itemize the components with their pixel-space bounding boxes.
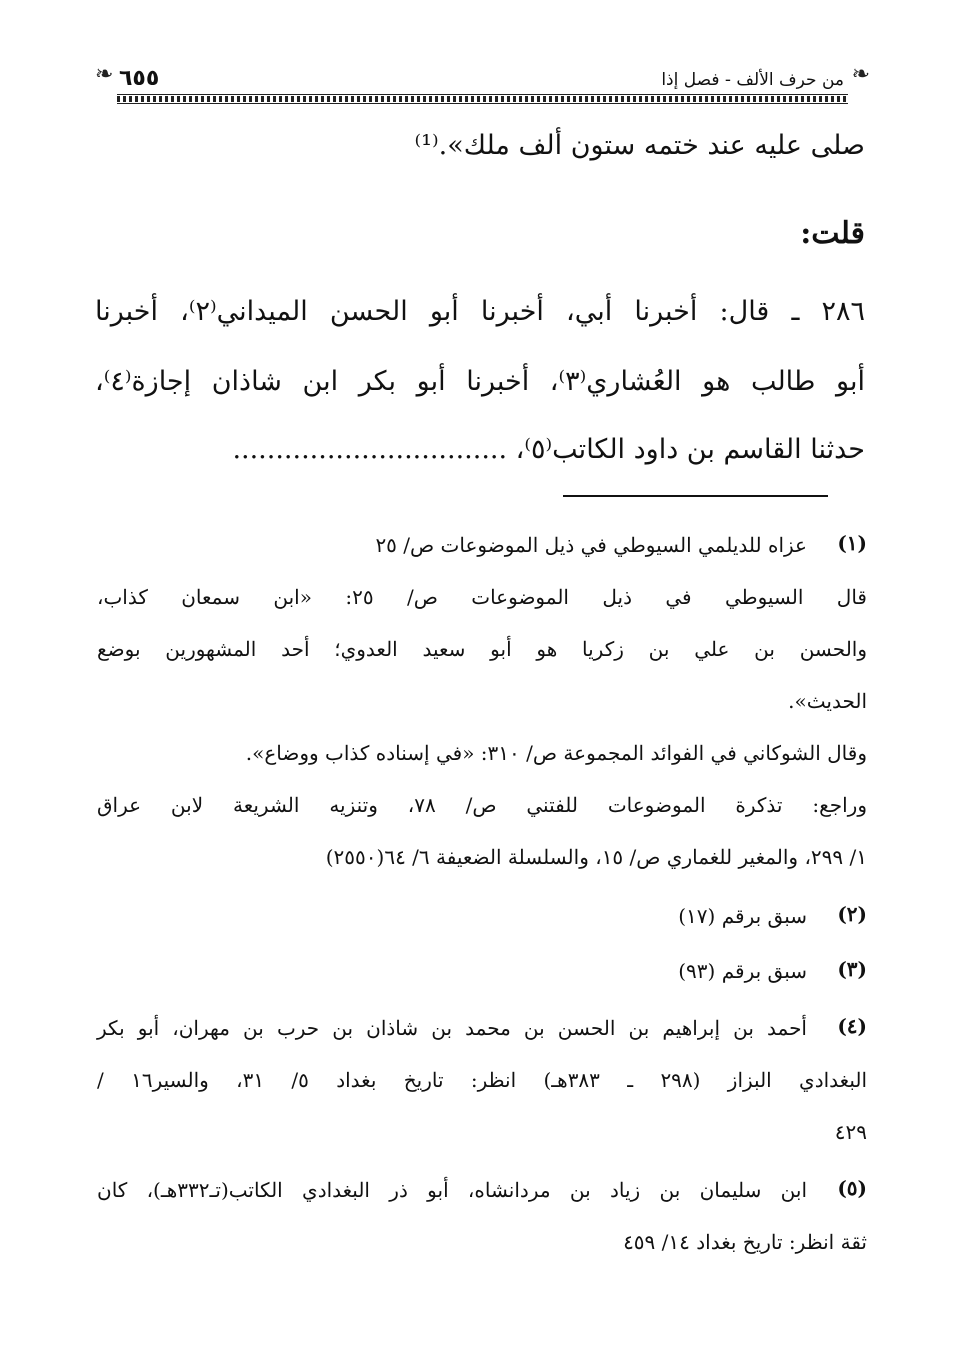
footnote-line: ١/ ٢٩٩، والمغير للغماري ص/ ١٥، والسلسلة الضعيفة ٦/ ٦٤(٢٥٥٠) [325,845,867,869]
ornament-left-icon: ❧ [95,62,114,87]
header-rule-top [117,94,848,95]
footnote-line: سبق برقم (٩٣) [678,959,807,983]
header-decorative-rule [117,96,848,102]
header-rule-bottom [117,103,848,104]
footnote-line: ابن سليمان بن زياد بن مردانشاه، أبو ذر البغدادي الكاتب(تـ٣٣٢هـ)، كان [97,1178,808,1202]
footnote-separator [563,495,828,497]
text-line-4: حدثنا القاسم بن داود الكاتب⁽٥⁾، ................................ [232,434,865,465]
footnote-line: سبق برقم (١٧) [678,904,807,928]
footnote-line: وراجع: تذكرة الموضوعات للفتني ص/ ٧٨، وتنزيه الشريعة لابن عراق [97,793,867,817]
footnote-line: الحديث». [788,689,867,713]
footnote-body [97,1002,868,1158]
footnote-line: أحمد بن إبراهيم بن الحسن بن محمد بن شاذان بن حرب بن مهران، أبو بكر [97,1016,807,1040]
footnote-5 [97,1164,867,1268]
text-line-2: ٢٨٦ ـ قال: أخبرنا أبي، أخبرنا أبو الحسن الميداني⁽٢⁾، أخبرنا [95,296,865,327]
footnote-line: عزاه للديلمي السيوطي في ذيل الموضوعات ص/ ٢٥ [375,533,807,557]
page-number: ٦٥٥ [119,66,160,91]
section-heading: قلت: [800,216,865,251]
footnote-number: (١) [837,531,867,555]
footnote-number: (٤) [837,1014,867,1038]
footnote-3 [97,945,867,997]
footnote-2 [97,890,867,942]
ornament-right-icon: ❧ [851,62,870,87]
footnote-line: ثقة انظر: تاريخ بغداد ١٤/ ٤٥٩ [623,1230,867,1254]
footnote-4 [97,1002,867,1158]
footnote-1 [97,519,867,883]
running-title: من حرف الألف - فصل إذا [661,70,844,90]
footnote-line: ٤٢٩ [834,1120,867,1144]
footnote-line: البغدادي البزاز (٢٩٨ ـ ٣٨٣هـ) انظر: تاريخ بغداد ٥/ ٣١، والسير١٦ / [97,1068,868,1092]
footnote-line: والحسن بن علي بن زكريا هو أبو سعيد العدوي؛ أحد المشهورين بوضع [97,637,867,661]
footnote-number: (٢) [837,902,867,926]
text-line-3: أبو طالب هو العُشاري⁽٣⁾، أخبرنا أبو بكر ابن شاذان إجازة⁽٤⁾، [95,366,865,397]
footnote-body [97,1164,867,1268]
running-header [95,58,870,102]
footnote-body [97,890,807,942]
footnote-line: قال السيوطي في ذيل الموضوعات ص/ ٢٥: «ابن سمعان كذاب، [97,585,867,609]
footnote-body [97,519,867,883]
footnote-number: (٣) [837,957,867,981]
footnote-number: (٥) [837,1176,867,1200]
footnote-body [97,945,807,997]
footnote-line: وقال الشوكاني في الفوائد المجموعة ص/ ٣١٠: «في إسناده كذاب ووضاع». [245,741,867,765]
text-line-1: صلى عليه عند ختمه ستون ألف ملك».⁽¹⁾ [414,130,865,161]
